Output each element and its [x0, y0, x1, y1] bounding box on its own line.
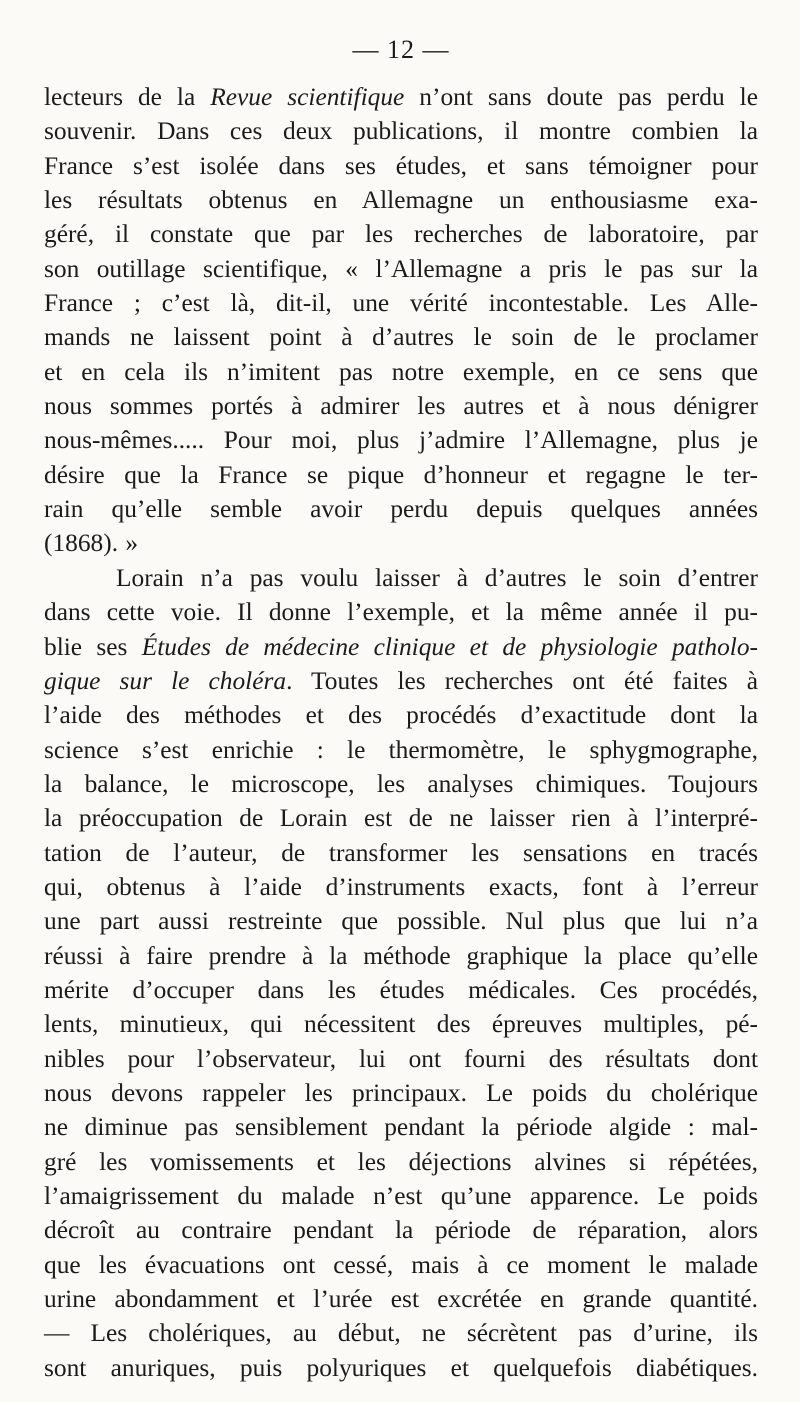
text-line: gré les vomissements et les déjections alvines si répétées, [44, 1147, 758, 1176]
text-line: blie ses Études de médecine clinique et de physiologie patholo- [44, 632, 758, 661]
text-line: réussi à faire prendre à la méthode graphique la place qu’elle [44, 941, 758, 970]
text-line: ne diminue pas sensiblement pendant la période algide : mal- [44, 1113, 758, 1142]
page [44, 30, 758, 1385]
text-line: la préoccupation de Lorain est de ne laisser rien à l’interpré- [44, 804, 758, 833]
text-line: urine abondamment et l’urée est excrétée en grande quantité. [44, 1285, 758, 1314]
text-line: nous-mêmes..... Pour moi, plus j’admire l’Allemagne, plus je [44, 426, 758, 455]
text-line: gique sur le choléra. Toutes les recherches ont été faites à [44, 666, 759, 695]
text-line: mérite d’occuper dans les études médicales. Ces procédés, [44, 975, 758, 1004]
text-line: désire que la France se pique d’honneur et regagne le ter- [44, 460, 758, 489]
text-line: lents, minutieux, qui nécessitent des épreuves multiples, pé- [44, 1010, 758, 1039]
text-line: dans cette voie. Il donne l’exemple, et la même année il pu- [44, 598, 758, 627]
text-line: les résultats obtenus en Allemagne un enthousiasme exa- [44, 186, 758, 215]
text-line: décroît au contraire pendant la période de réparation, alors [44, 1216, 758, 1245]
text-line: son outillage scientifique, « l’Allemagne a pris le pas sur la [44, 254, 758, 283]
text-line: science s’est enrichie : le thermomètre, le sphygmographe, [44, 735, 758, 764]
text-line: la balance, le microscope, les analyses chimiques. Toujours [44, 769, 758, 798]
text-line: qui, obtenus à l’aide d’instruments exacts, font à l’erreur [44, 872, 758, 901]
text-line: souvenir. Dans ces deux publications, il montre combien la [44, 117, 758, 146]
text-line: rain qu’elle semble avoir perdu depuis quelques années [44, 495, 758, 524]
text-line: lecteurs de la Revue scientifique n’ont sans doute pas perdu le [44, 83, 758, 111]
text-line: l’amaigrissement du malade n’est qu’une apparence. Le poids [44, 1182, 758, 1210]
text-line: — Les cholériques, au début, ne sécrètent pas d’urine, ils [44, 1319, 758, 1348]
text-line: nibles pour l’observateur, lui ont fourni des résultats dont [44, 1044, 758, 1073]
text-line: Lorain n’a pas voulu laisser à d’autres le soin d’entrer [116, 563, 758, 592]
text-line: que les évacuations ont cessé, mais à ce moment le malade [44, 1250, 758, 1279]
text-line: nous sommes portés à admirer les autres et à nous dénigrer [44, 392, 758, 421]
text-line: mands ne laissent point à d’autres le soin de le proclamer [44, 323, 758, 352]
text-line: géré, il constate que par les recherches de laboratoire, par [44, 220, 758, 249]
text-line: l’aide des méthodes et des procédés d’exactitude dont la [44, 701, 758, 730]
paragraph-2 [44, 561, 758, 1385]
text-line: France s’est isolée dans ses études, et sans témoigner pour [44, 151, 758, 180]
text-line: et en cela ils n’imitent pas notre exemple, en ce sens que [44, 357, 758, 386]
text-line: (1868). » [44, 529, 139, 558]
text-line: nous devons rappeler les principaux. Le poids du cholérique [44, 1078, 758, 1107]
text-line: une part aussi restreinte que possible. Nul plus que lui n’a [44, 907, 758, 936]
paragraph-1 [44, 80, 758, 561]
text-line: France ; c’est là, dit-il, une vérité incontestable. Les Alle- [44, 289, 758, 318]
text-line: sont anuriques, puis polyuriques et quelquefois diabétiques. [44, 1353, 758, 1382]
page-number: — 12 — [352, 35, 450, 64]
text-line: tation de l’auteur, de transformer les sensations en tracés [44, 838, 758, 867]
